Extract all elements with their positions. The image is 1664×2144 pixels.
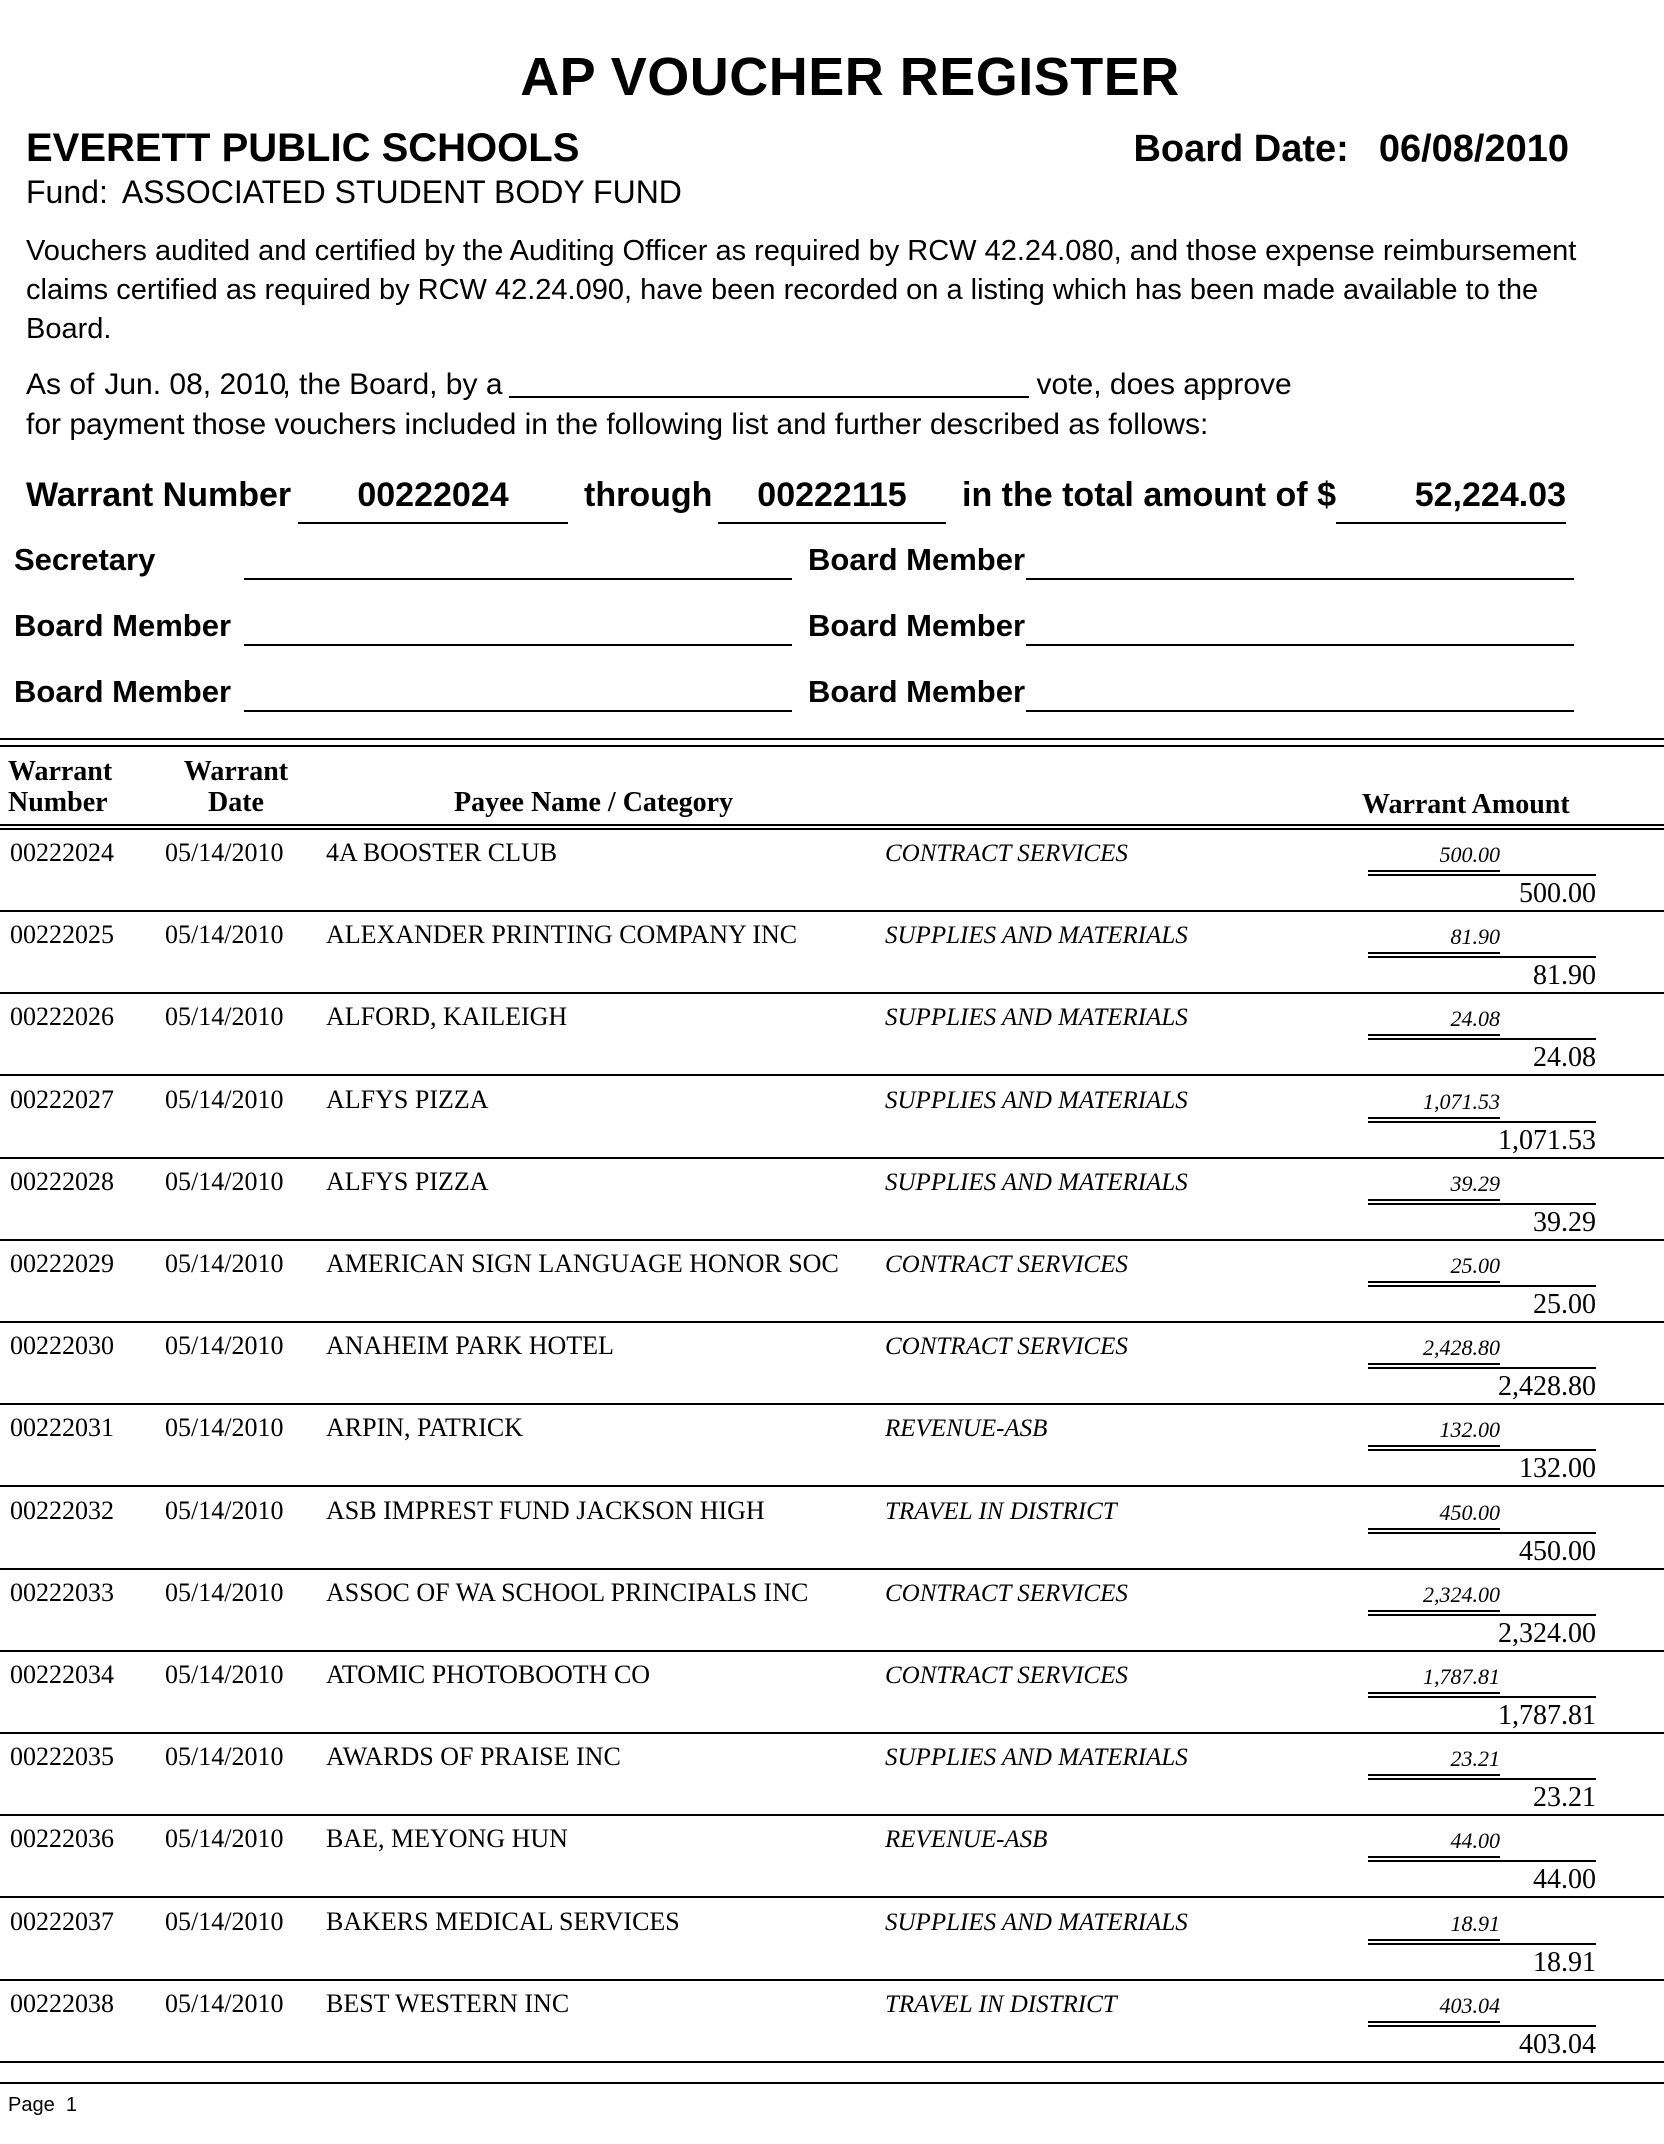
- fund-label: Fund:: [26, 174, 108, 210]
- warrant-amount: 132.00: [1368, 1449, 1596, 1485]
- warrant-date: 05/14/2010: [165, 1742, 284, 1772]
- secretary-label: Secretary: [14, 542, 156, 577]
- payee-name: AWARDS OF PRAISE INC: [326, 1742, 621, 1772]
- board-member-label: Board Member: [808, 542, 1026, 577]
- warrant-number: 00222032: [10, 1495, 114, 1525]
- warrant-amount: 44.00: [1368, 1860, 1596, 1896]
- payee-name: ANAHEIM PARK HOTEL: [326, 1331, 614, 1361]
- warrant-number: 00222037: [10, 1906, 114, 1936]
- divider: [0, 738, 1664, 740]
- warrant-amount: 1,787.81: [1368, 1696, 1596, 1732]
- warrant-number-label: Warrant Number: [26, 476, 292, 514]
- payee-name: ALEXANDER PRINTING COMPANY INC: [326, 920, 798, 950]
- table-row: [0, 1488, 1664, 1570]
- board-member-signature-line[interactable]: [244, 644, 792, 646]
- line-amount: 403.04: [1368, 1993, 1500, 2023]
- category: TRAVEL IN DISTRICT: [885, 1497, 1117, 1525]
- organization-name: EVERETT PUBLIC SCHOOLS: [26, 126, 580, 170]
- warrant-amount: 500.00: [1368, 874, 1596, 910]
- category: REVENUE-ASB: [885, 1415, 1048, 1443]
- certification-paragraph: Vouchers audited and certified by the Auditing Officer as required by RCW 42.24.080, and those expense reimbursement claims certified as required by RCW 42.24.090, have been recorded on a listing which has been made available to the Board.: [26, 235, 1577, 345]
- page-title: AP VOUCHER REGISTER: [520, 47, 1180, 107]
- warrant-date: 05/14/2010: [165, 1495, 284, 1525]
- category: REVENUE-ASB: [885, 1826, 1048, 1854]
- warrant-date: 05/14/2010: [165, 1660, 284, 1689]
- line-amount: 23.21: [1368, 1746, 1500, 1776]
- payee-name: ALFYS PIZZA: [326, 1084, 489, 1114]
- table-row: [0, 830, 1664, 912]
- line-amount: 39.29: [1368, 1171, 1500, 1201]
- table-row: [0, 1816, 1664, 1898]
- line-amount: 1,071.53: [1368, 1089, 1500, 1119]
- warrant-number: 00222033: [10, 1577, 114, 1607]
- warrant-amount: 450.00: [1368, 1532, 1596, 1568]
- warrant-amount: 1,071.53: [1368, 1121, 1596, 1157]
- category: TRAVEL IN DISTRICT: [885, 1990, 1117, 2018]
- warrant-amount: 81.90: [1368, 956, 1596, 992]
- approval-line: [26, 366, 1292, 402]
- line-amount: 44.00: [1368, 1828, 1500, 1858]
- vote-text: vote, does approve: [1036, 368, 1292, 401]
- approval-line-2: for payment those vouchers included in the following list and further described as follows:: [26, 408, 1209, 441]
- as-of-date: Jun. 08, 2010: [104, 368, 287, 401]
- board-by-text: , the Board, by a: [282, 368, 503, 401]
- table-row: [0, 912, 1664, 994]
- payee-name: ARPIN, PATRICK: [326, 1413, 523, 1443]
- board-member-label: Board Member: [14, 674, 232, 709]
- warrant-date: 05/14/2010: [165, 1084, 284, 1114]
- category: SUPPLIES AND MATERIALS: [885, 922, 1188, 950]
- table-row: [0, 1981, 1664, 2063]
- warrant-number: 00222035: [10, 1742, 114, 1772]
- warrant-amount: 18.91: [1368, 1943, 1596, 1979]
- line-amount: 450.00: [1368, 1500, 1500, 1530]
- payee-name: BAKERS MEDICAL SERVICES: [326, 1906, 680, 1936]
- line-amount: 2,428.80: [1368, 1335, 1500, 1365]
- payee-name: ALFYS PIZZA: [326, 1166, 489, 1196]
- category: SUPPLIES AND MATERIALS: [885, 1744, 1188, 1772]
- warrant-date: 05/14/2010: [165, 1988, 284, 2018]
- category: CONTRACT SERVICES: [885, 1333, 1128, 1361]
- payee-name: ASB IMPREST FUND JACKSON HIGH: [326, 1495, 765, 1525]
- through-label: through: [584, 476, 713, 514]
- table-row: [0, 1405, 1664, 1487]
- board-member-signature-line[interactable]: [1026, 644, 1574, 646]
- line-amount: 132.00: [1368, 1417, 1500, 1447]
- warrant-date: 05/14/2010: [165, 1906, 284, 1936]
- payee-name: BEST WESTERN INC: [326, 1988, 570, 2018]
- divider: [0, 745, 1664, 747]
- warrant-number: 00222027: [10, 1084, 114, 1114]
- board-date: [1133, 128, 1569, 171]
- warrant-amount: 2,428.80: [1368, 1367, 1596, 1403]
- col-header-warrant-number: Warrant Number: [8, 756, 113, 818]
- warrant-date: 05/14/2010: [165, 1249, 284, 1278]
- warrant-from: 00222024: [298, 476, 568, 524]
- warrant-date: 05/14/2010: [165, 1002, 284, 1032]
- payee-name: 4A BOOSTER CLUB: [326, 838, 558, 867]
- warrant-date: 05/14/2010: [165, 1331, 284, 1361]
- category: CONTRACT SERVICES: [885, 1662, 1128, 1689]
- row-divider: [0, 2061, 1664, 2063]
- fund-name: ASSOCIATED STUDENT BODY FUND: [121, 174, 682, 210]
- category: CONTRACT SERVICES: [885, 1579, 1128, 1607]
- warrant-number: 00222036: [10, 1824, 114, 1854]
- category: SUPPLIES AND MATERIALS: [885, 1004, 1188, 1032]
- board-member-label: Board Member: [808, 608, 1026, 643]
- warrant-date: 05/14/2010: [165, 1166, 284, 1196]
- warrant-amount: 39.29: [1368, 1203, 1596, 1239]
- warrant-number: 00222028: [10, 1166, 114, 1196]
- category: SUPPLIES AND MATERIALS: [885, 1086, 1188, 1114]
- warrant-amount: 2,324.00: [1368, 1614, 1596, 1650]
- category: CONTRACT SERVICES: [885, 1251, 1128, 1278]
- payee-name: ATOMIC PHOTOBOOTH CO: [326, 1660, 651, 1689]
- board-date-label: Board Date:: [1133, 128, 1349, 170]
- warrant-to: 00222115: [718, 476, 946, 524]
- warrant-date: 05/14/2010: [165, 1824, 284, 1854]
- warrant-number: 00222024: [10, 838, 114, 867]
- col-header-amount: Warrant Amount: [1362, 789, 1570, 820]
- secretary-signature-line[interactable]: [244, 578, 792, 580]
- line-amount: 81.90: [1368, 924, 1500, 954]
- board-member-label: Board Member: [14, 608, 232, 643]
- line-amount: 2,324.00: [1368, 1582, 1500, 1612]
- page-number: [8, 2094, 77, 2117]
- page-number-value: 1: [65, 2094, 77, 2116]
- table-row: [0, 1159, 1664, 1241]
- board-member-signature-line[interactable]: [244, 710, 792, 712]
- line-amount: 18.91: [1368, 1911, 1500, 1941]
- category: SUPPLIES AND MATERIALS: [885, 1168, 1188, 1196]
- warrant-number: 00222026: [10, 1002, 114, 1032]
- warrant-amount: 23.21: [1368, 1778, 1596, 1814]
- warrant-date: 05/14/2010: [165, 1577, 284, 1607]
- table-row: [0, 1241, 1664, 1323]
- warrant-amount: 24.08: [1368, 1038, 1596, 1074]
- payee-name: AMERICAN SIGN LANGUAGE HONOR SOC: [326, 1249, 839, 1278]
- table-row: [0, 1077, 1664, 1159]
- total-label: in the total amount of $: [962, 476, 1336, 514]
- col-header-warrant-date: Warrant Date: [183, 756, 289, 818]
- line-amount: 500.00: [1368, 842, 1500, 872]
- warrant-number: 00222029: [10, 1249, 114, 1278]
- table-row: [0, 1323, 1664, 1405]
- vote-blank-line[interactable]: [509, 366, 1029, 398]
- line-amount: 1,787.81: [1368, 1664, 1500, 1694]
- total-amount: 52,224.03: [1336, 476, 1566, 524]
- table-row: [0, 1899, 1664, 1981]
- payee-name: ASSOC OF WA SCHOOL PRINCIPALS INC: [326, 1577, 809, 1607]
- table-row: [0, 1734, 1664, 1816]
- table-row: [0, 1652, 1664, 1734]
- payee-name: BAE, MEYONG HUN: [326, 1824, 568, 1854]
- board-member-label: Board Member: [808, 674, 1026, 709]
- page-label: Page: [8, 2094, 55, 2116]
- warrant-amount: 403.04: [1368, 2025, 1596, 2061]
- warrant-amount: 25.00: [1368, 1285, 1596, 1321]
- line-amount: 24.08: [1368, 1006, 1500, 1036]
- warrant-date: 05/14/2010: [165, 838, 284, 867]
- footer-divider: [0, 2082, 1664, 2084]
- line-amount: 25.00: [1368, 1253, 1500, 1283]
- warrant-date: 05/14/2010: [165, 1413, 284, 1443]
- warrant-date: 05/14/2010: [165, 920, 284, 950]
- fund-line: [26, 174, 682, 211]
- warrant-number: 00222025: [10, 920, 114, 950]
- header-divider: [0, 824, 1664, 826]
- table-row: [0, 994, 1664, 1076]
- warrant-number: 00222034: [10, 1660, 114, 1689]
- category: SUPPLIES AND MATERIALS: [885, 1908, 1188, 1936]
- warrant-number: 00222038: [10, 1988, 114, 2018]
- board-date-value: 06/08/2010: [1378, 128, 1569, 170]
- col-header-payee: Payee Name / Category: [454, 787, 734, 818]
- category: CONTRACT SERVICES: [885, 840, 1128, 867]
- board-member-signature-line[interactable]: [1026, 710, 1574, 712]
- board-member-signature-line[interactable]: [1026, 578, 1574, 580]
- as-of-label: As of: [26, 368, 95, 401]
- warrant-number: 00222031: [10, 1413, 114, 1443]
- table-row: [0, 1570, 1664, 1652]
- payee-name: ALFORD, KAILEIGH: [326, 1002, 568, 1032]
- warrant-number: 00222030: [10, 1331, 114, 1361]
